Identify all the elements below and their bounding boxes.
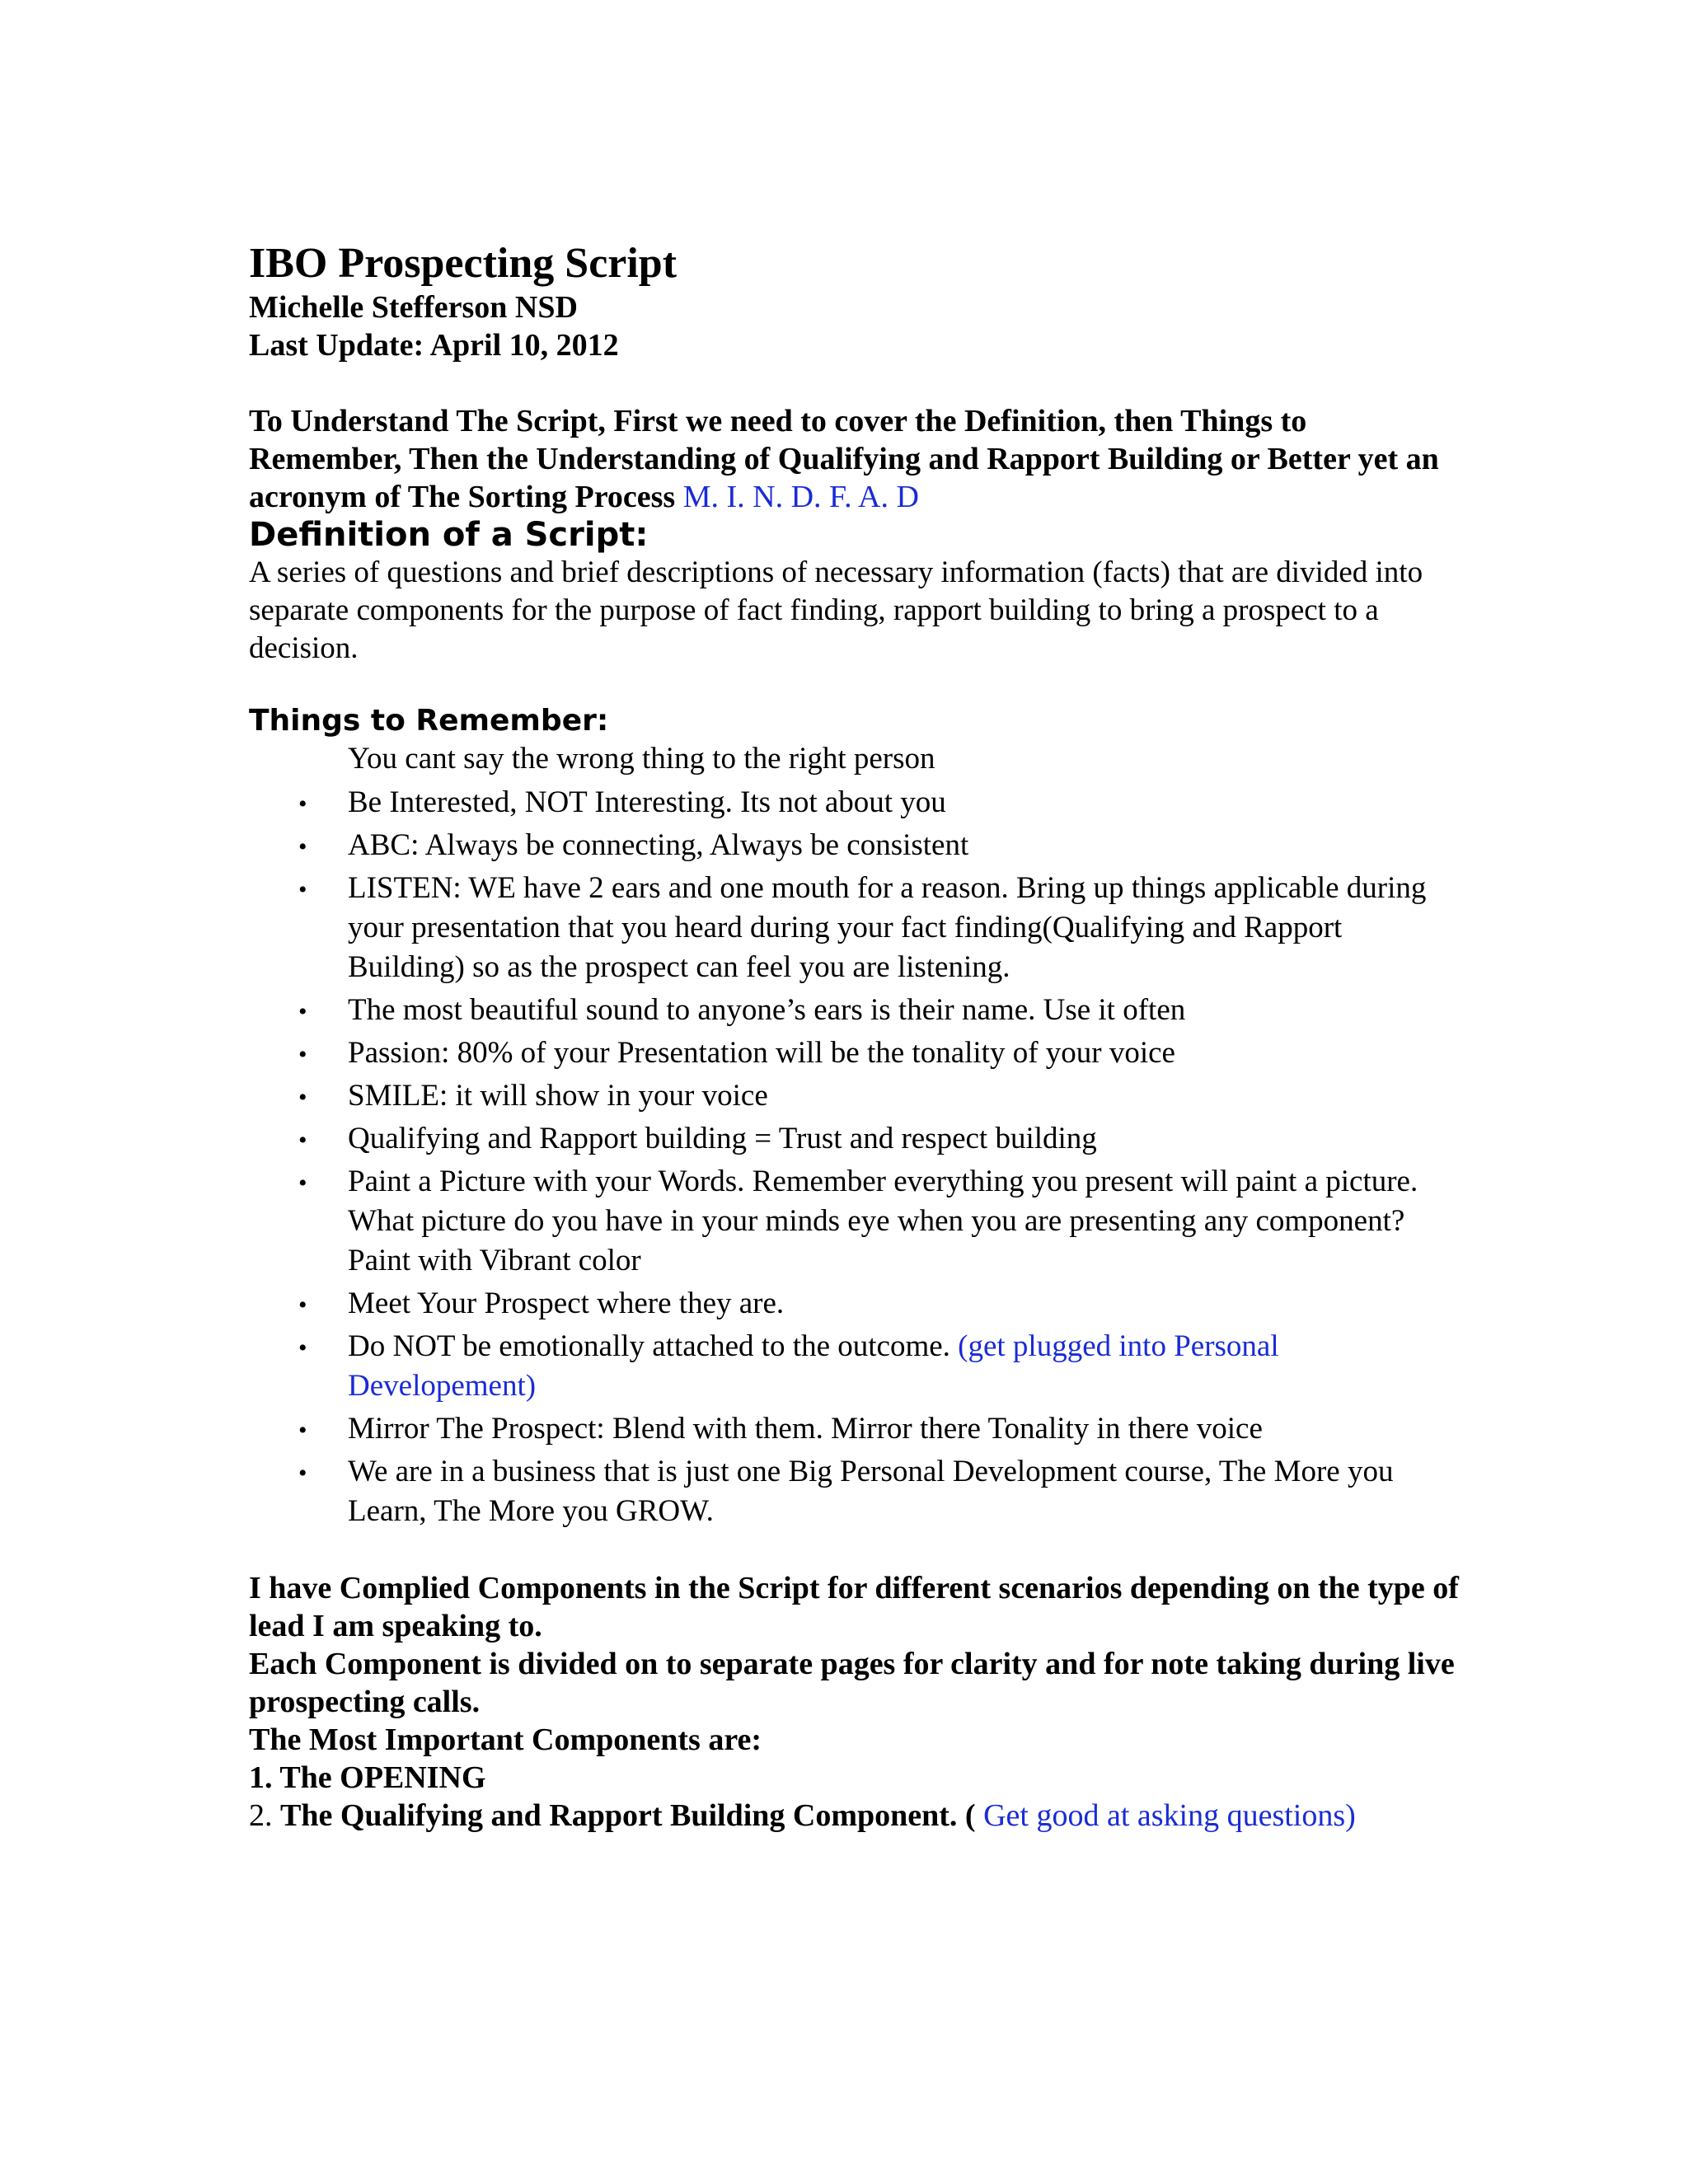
definition-body: A series of questions and brief descriptions of necessary information (facts) that are divided into separate components for the purpose of fact finding, rapport building to bring a prospect to a decision. <box>249 555 1423 665</box>
remember-item-text: We are in a business that is just one Big Personal Development course, The More you Learn, The More you GROW. <box>348 1455 1394 1528</box>
closing-line-2: Each Component is divided on to separate pages for clarity and for note taking during live prospecting calls. <box>249 1647 1455 1719</box>
bullet-icon: • <box>298 1291 307 1319</box>
acronym-text: M. I. N. D. F. A. D <box>682 480 919 514</box>
bullet-icon: • <box>298 998 307 1025</box>
remember-list-item <box>249 1119 1461 1159</box>
remember-list-item <box>249 1076 1461 1116</box>
remember-list-item <box>249 1284 1461 1324</box>
author-line: Michelle Stefferson NSD <box>249 290 578 325</box>
remember-list-item <box>249 1033 1461 1073</box>
bullet-icon: • <box>298 1169 307 1197</box>
closing-line-1: I have Complied Components in the Script for different scenarios depending on the type of lead I am speaking to. <box>249 1571 1459 1643</box>
remember-item-text: Be Interested, NOT Interesting. Its not about you <box>348 785 946 819</box>
document-page <box>249 239 1461 1835</box>
remember-item-text: Mirror The Prospect: Blend with them. Mirror there Tonality in there voice <box>348 1412 1263 1446</box>
bullet-icon: • <box>298 1334 307 1361</box>
remember-item-text: Do NOT be emotionally attached to the outcome. <box>348 1329 959 1363</box>
remember-heading: Things to Remember: <box>249 704 609 738</box>
remember-list <box>249 783 1461 1531</box>
remember-list-item <box>249 991 1461 1030</box>
remember-item-text: LISTEN: WE have 2 ears and one mouth for a reason. Bring up things applicable during your presentation that you heard during your fact finding(Qualifying and Rapport Building) so as the prospect can feel you are listening. <box>348 871 1427 984</box>
remember-list-item <box>249 869 1461 987</box>
intro-text: To Understand The Script, First we need to cover the Definition, then Things to Remember, Then the Understanding of Qualifying and Rapport Building or Better yet an acronym of The Sorting Process <box>249 404 1439 514</box>
bullet-icon: • <box>298 876 307 903</box>
remember-item-text: Qualifying and Rapport building = Trust and respect building <box>348 1122 1097 1155</box>
remember-item-text: The most beautiful sound to anyone’s ears is their name. Use it often <box>348 993 1186 1027</box>
component-item-2-note: Get good at asking questions) <box>983 1798 1356 1833</box>
component-item-2 <box>249 1797 1461 1835</box>
bullet-icon: • <box>298 1127 307 1154</box>
remember-list-item <box>249 1409 1461 1449</box>
component-item-1: 1. The OPENING <box>249 1760 486 1795</box>
remember-list-item <box>249 1452 1461 1531</box>
bullet-icon: • <box>298 1417 307 1444</box>
last-update-line: Last Update: April 10, 2012 <box>249 328 619 363</box>
closing-section <box>249 1569 1461 1835</box>
remember-item-text: Meet Your Prospect where they are. <box>348 1286 785 1320</box>
bullet-icon: • <box>298 1041 307 1068</box>
remember-item-text: SMILE: it will show in your voice <box>348 1079 768 1113</box>
remember-list-item <box>249 783 1461 823</box>
component-item-2-text: The Qualifying and Rapport Building Component. ( <box>280 1798 984 1833</box>
bullet-icon: • <box>298 1084 307 1111</box>
remember-list-item <box>249 1327 1461 1406</box>
remember-list-item <box>249 1162 1461 1281</box>
definition-heading: Definition of a Script: <box>249 516 649 554</box>
bullet-icon: • <box>298 833 307 860</box>
remember-item-text: Passion: 80% of your Presentation will be the tonality of your voice <box>348 1036 1175 1070</box>
document-title: IBO Prospecting Script <box>249 240 678 287</box>
remember-item-text: ABC: Always be connecting, Always be consistent <box>348 828 969 862</box>
bullet-icon: • <box>298 790 307 818</box>
component-item-2-number: 2. <box>249 1798 280 1833</box>
remember-item-text: Paint a Picture with your Words. Remember everything you present will paint a picture. What picture do you have in your minds eye when you are presenting any component? Paint with Vibrant color <box>348 1165 1418 1277</box>
remember-item-note: (get plugged into Personal Developement) <box>348 1329 1279 1403</box>
intro-paragraph <box>249 402 1461 516</box>
remember-lead: You cant say the wrong thing to the right person <box>348 742 935 776</box>
closing-line-3: The Most Important Components are: <box>249 1722 762 1757</box>
bullet-icon: • <box>298 1460 307 1487</box>
remember-list-item <box>249 826 1461 865</box>
